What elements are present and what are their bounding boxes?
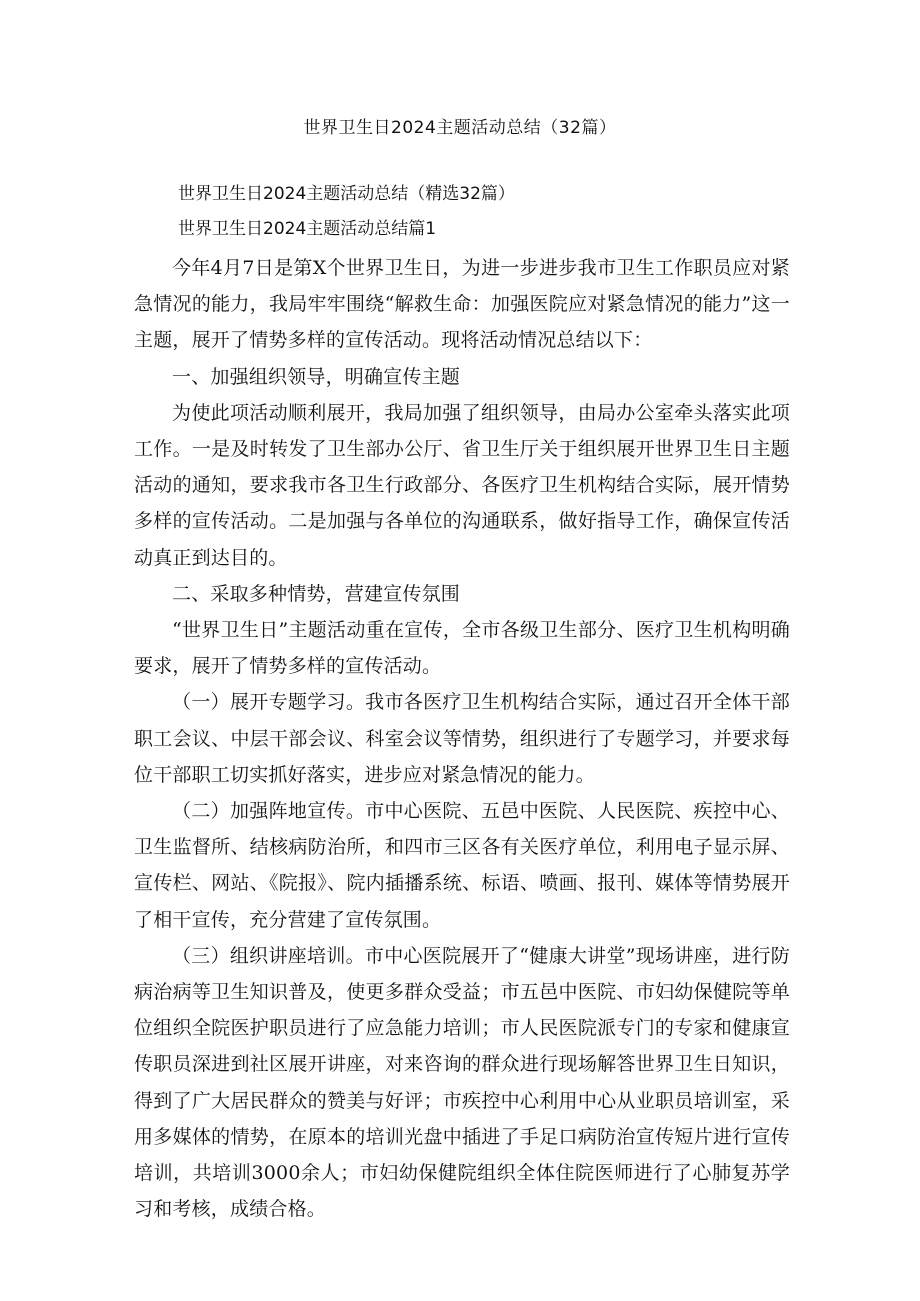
study-paragraph: （一）展开专题学习。我市各医疗卫生机构结合实际，通过召开全体干部职工会议、中层干部会议、科室会议等情势，组织进行了专题学习，并要求每位干部职工切实抓好落实，进步应对紧急情况的能力。 — [134, 691, 790, 786]
intro-paragraph: 今年4月7日是第X个世界卫生日，为进一步进步我市卫生工作职员应对紧急情况的能力，我局牢牢围绕“解救生命：加强医院应对紧急情况的能力”这一主题，展开了情势多样的宣传活动。现将活动情况总结以下： — [134, 257, 790, 352]
heading-one: 一、加强组织领导，明确宣传主题 — [172, 365, 461, 388]
section-heading: 世界卫生日2024主题活动总结篇1 — [178, 219, 437, 239]
document-subtitle: 世界卫生日2024主题活动总结（精选32篇） — [178, 184, 515, 204]
document-body — [134, 250, 790, 1227]
training-paragraph: （三）组织讲座培训。市中心医院展开了“健康大讲堂”现场讲座，进行防病治病等卫生知识普及，使更多群众受益；市五邑中医院、市妇幼保健院等单位组织全院医护职员进行了应急能力培训；市人民医院派专门的专家和健康宣传职员深进到社区展开讲座，对来咨询的群众进行现场解答世界卫生日知识，得到了广大居民群众的赞美与好评；市疾控中心利用中心从业职员培训室，采用多媒体的情势，在原本的培训光盘中插进了手足口病防治宣传短片进行宣传培训，共培训3000余人；市妇幼保健院组织全体住院医师进行了心肺复苏学习和考核，成绩合格。 — [134, 944, 790, 1221]
document-title: 世界卫生日2024主题活动总结（32篇） — [303, 118, 617, 138]
organization-paragraph: 为使此项活动顺利展开，我局加强了组织领导，由局办公室牵头落实此项工作。一是及时转发了卫生部办公厅、省卫生厅关于组织展开世界卫生日主题活动的通知，要求我市各卫生行政部分、各医疗卫生机构结合实际，展开情势多样的宣传活动。二是加强与各单位的沟通联系，做好指导工作，确保宣传活动真正到达目的。 — [134, 401, 790, 569]
position-paragraph: （二）加强阵地宣传。市中心医院、五邑中医院、人民医院、疾控中心、卫生监督所、结核病防治所，和四市三区各有关医疗单位，利用电子显示屏、宣传栏、网站、《院报》、院内插播系统、标语、喷画、报刊、媒体等情势展开了相干宣传，充分营建了宣传氛围。 — [134, 800, 790, 931]
publicity-paragraph: “世界卫生日”主题活动重在宣传，全市各级卫生部分、医疗卫生机构明确要求，展开了情势多样的宣传活动。 — [134, 619, 790, 678]
heading-two: 二、采取多种情势，营建宣传氛围 — [172, 582, 461, 605]
